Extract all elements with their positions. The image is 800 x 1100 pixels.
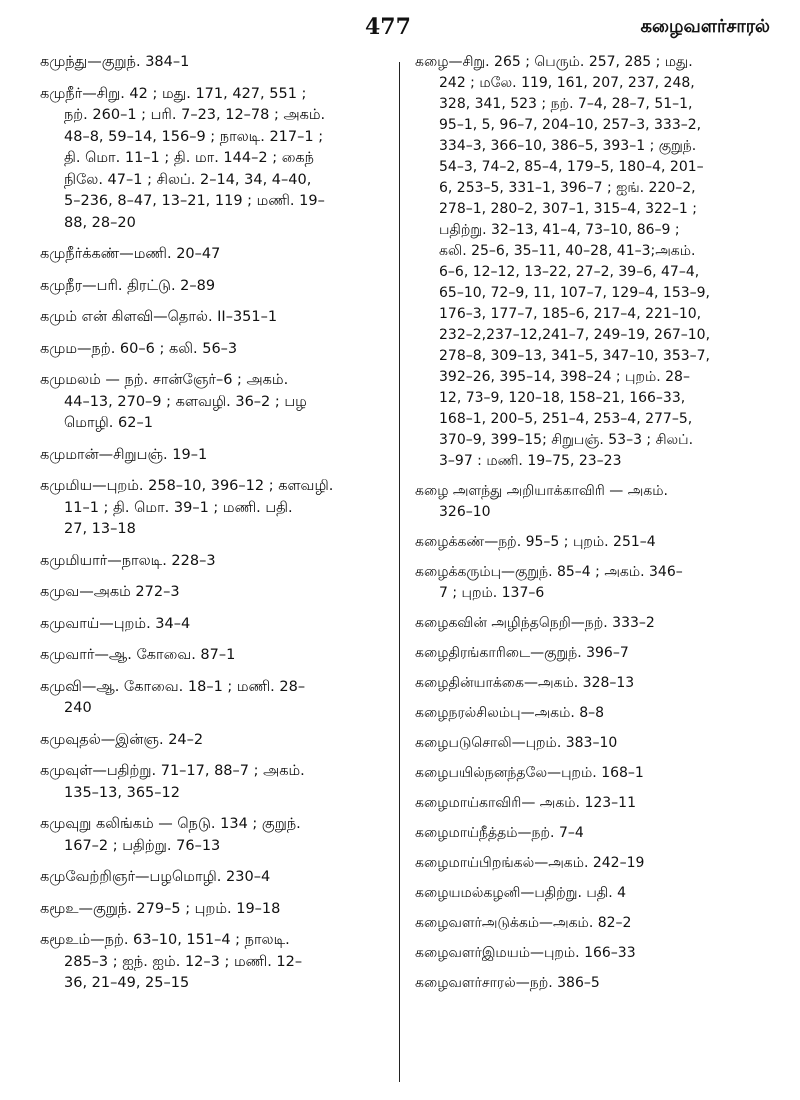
- index-entry: கழைதிரங்காரிடை—குறுந். 396–7: [415, 645, 629, 661]
- index-entry: கழைக்கரும்பு—குறுந். 85–4 ; அகம். 346– 7 ; புறம். 137–6: [415, 564, 683, 601]
- index-entry: கழைதின்யாக்கை—அகம். 328–13: [415, 675, 635, 691]
- index-entry: கழைமாய்நீத்தம்—நற். 7–4: [415, 825, 584, 841]
- index-entry: கமுநீர்—சிறு. 42 ; மது. 171, 427, 551 ; நற். 260–1 ; பரி. 7–23, 12–78 ; அகம். 48–8, 59–14, 156–9 ; நாலடி. 217–1 ; தி. மொ. 11–1 ; தி. மா. 144–2 ; கைந் நிலே. 47–1 ; சிலப். 2–14, 34, 4–40, 5–236, 8–47, 13–21, 119 ; மணி. 19– 88, 28–20: [40, 85, 326, 231]
- index-entry: கழைக்கண்—நற். 95–5 ; புறம். 251–4: [415, 534, 656, 550]
- index-entry: கமுவுதல்—இன்ஞ. 24–2: [40, 731, 204, 748]
- index-entry: கமுவ—அகம் 272–3: [40, 584, 180, 600]
- index-entry: கழையமல்கழனி—பதிற்று. பதி. 4: [415, 885, 627, 901]
- index-entry: கழைவளர்இமயம்—புறம். 166–33: [415, 945, 636, 961]
- index-entry: கழைபயில்நனந்தலே—புறம். 168–1: [415, 765, 644, 781]
- index-entry: கமூஉ—குறுந். 279–5 ; புறம். 19–18: [40, 900, 281, 917]
- page-header: [0, 10, 800, 50]
- index-entry: கமுமியார்—நாலடி. 228–3: [40, 552, 216, 569]
- index-entry: கமுநீர்க்கண்—மணி. 20–47: [40, 246, 221, 262]
- index-entry: கழைமாய்காவிரி— அகம். 123–11: [415, 795, 636, 811]
- index-entry: கமுவேற்றிஞர்—பழமொழி. 230–4: [40, 869, 271, 885]
- right-column: [415, 52, 775, 1003]
- index-entry: கழைவளர்அடுக்கம்—அகம். 82–2: [415, 915, 632, 931]
- index-entry: கமுநீர—பரி. திரட்டு. 2–89: [40, 277, 216, 294]
- index-entry: கமுவுறு கலிங்கம் — நெடு. 134 ; குறுந். 167–2 ; பதிற்று. 76–13: [40, 816, 301, 854]
- index-entry: கமுவார்—ஆ. கோவை. 87–1: [40, 647, 236, 663]
- index-entry: கமும் என் கிளவி—தொல். II–351–1: [40, 309, 278, 325]
- index-entry: கழைபடுசொலி—புறம். 383–10: [415, 735, 618, 751]
- running-head: கழைவளர்சாரல்: [640, 16, 770, 37]
- index-entry: கமுமிய—புறம். 258–10, 396–12 ; களவழி. 11–1 ; தி. மொ. 39–1 ; மணி. பதி. 27, 13–18: [40, 478, 334, 537]
- page-number: 477: [365, 14, 411, 40]
- index-entry: கழைவளர்சாரல்—நற். 386–5: [415, 975, 600, 991]
- index-entry: கமுவி—ஆ. கோவை. 18–1 ; மணி. 28– 240: [40, 678, 306, 716]
- index-entry: கமுந்து—குறுந். 384–1: [40, 54, 190, 70]
- index-entry: கழை அளந்து அறியாக்காவிரி — அகம். 326–10: [415, 483, 668, 520]
- index-entry: கழை—சிறு. 265 ; பெரும். 257, 285 ; மது. 242 ; மலே. 119, 161, 207, 237, 248, 328, 341, 523 ; நற். 7–4, 28–7, 51–1, 95–1, 5, 96–7, 204–10, 257–3, 333–2, 334–3, 366–10, 386–5, 393–1 ; குறுந். 54–3, 74–2, 85–4, 179–5, 180–4, 201– 6, 253–5, 331–1, 396–7 ; ஐங். 220–2, 278–1, 280–2, 307–1, 315–4, 322–1 ; பதிற்று. 32–13, 41–4, 73–10, 86–9 ; கலி. 25–6, 35–11, 40–28, 41–3;அகம். 6–6, 12–12, 13–22, 27–2, 39–6, 47–4, 65–10, 72–9, 11, 107–7, 129–4, 153–9, 176–3, 177–7, 185–6, 217–4, 221–10, 232–2,237–12,241–7, 249–19, 267–10, 278–8, 309–13, 341–5, 347–10, 353–7, 392–26, 395–14, 398–24 ; புறம். 28– 12, 73–9, 120–18, 158–21, 166–33, 168–1, 200–5, 251–4, 253–4, 277–5, 370–9, 399–15; சிறுபஞ். 53–3 ; சிலப். 3–97 : மணி. 19–75, 23–23: [415, 54, 711, 469]
- column-divider: [399, 62, 400, 1082]
- index-entry: கழைகவின் அழிந்தநெறி—நற். 333–2: [415, 615, 655, 631]
- index-entry: கமுமலம் — நற். சான்ஞேர்–6 ; அகம். 44–13, 270–9 ; களவழி. 36–2 ; பழ மொழி. 62–1: [40, 372, 307, 431]
- index-entry: கழைநரல்சிலம்பு—அகம். 8–8: [415, 705, 605, 721]
- index-entry: கமுவுள்—பதிற்று. 71–17, 88–7 ; அகம். 135–13, 365–12: [40, 763, 305, 801]
- index-entry: கழைமாய்பிறங்கல்—அகம். 242–19: [415, 855, 645, 871]
- index-entry: கமுமான்—சிறுபஞ். 19–1: [40, 446, 208, 463]
- left-column: [40, 52, 385, 1005]
- index-entry: கமூஉம்—நற். 63–10, 151–4 ; நாலடி. 285–3 ; ஐந். ஐம். 12–3 ; மணி. 12– 36, 21–49, 25–15: [40, 932, 303, 991]
- index-entry: கமுவாய்—புறம். 34–4: [40, 615, 191, 632]
- index-entry: கமும—நற். 60–6 ; கலி. 56–3: [40, 340, 238, 357]
